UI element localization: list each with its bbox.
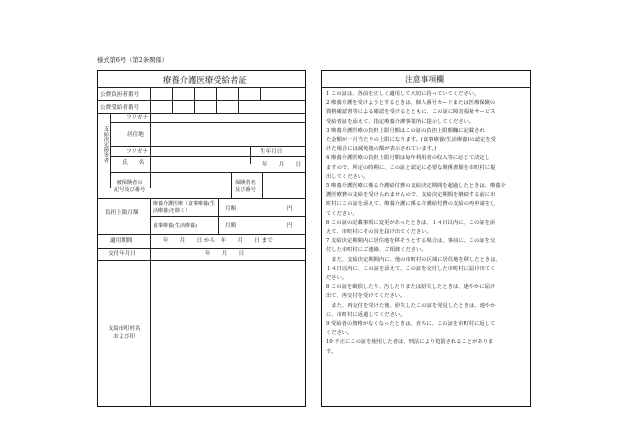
limit-row1-unit: 円	[287, 206, 293, 212]
certificate-title: 療養介護医療受給者証	[163, 75, 247, 85]
note-line: 7 支給決定期間内に居住地を移そうとする場合は、事前に、この証を交	[326, 238, 496, 245]
note-line: ますので、所定の時期に、この証と認定に必要な関係書類を市町村に提	[326, 164, 496, 171]
note-line: 4 療養介護医療の負担上限月額は毎年利用者の収入等に応じて決定し	[326, 155, 490, 162]
period-value: 年 月 日 から 年 月 日 まで	[163, 238, 273, 244]
note-line: に、市町村に返還してください。	[326, 311, 406, 318]
name-label: 氏 名	[122, 160, 145, 166]
insurer-label: 保険者名 及び番号	[235, 180, 256, 193]
limit-label: 負担上限月額	[105, 210, 139, 216]
note-line: す。	[326, 348, 337, 355]
note-line: 資格確認書等による確認を受けるとともに、この証に障害福祉サービス	[326, 109, 496, 116]
limit-row2-unit: 円	[287, 223, 293, 229]
note-line: 5 療養介護医療に係る介護給付費の支給決定期間を超過したときは、療養介	[326, 183, 506, 189]
note-line: けた場合には減免後の額が表示されています。)	[326, 146, 437, 153]
limit-row2-value: 月額	[225, 223, 237, 229]
limit-row1-label: 療養介護医療（食事療養(生活療養)を除く）	[153, 201, 215, 214]
note-line: 出て、再交付を受けてください。	[326, 293, 406, 300]
period-label: 適用期間	[110, 238, 133, 244]
form-number: 様式第6号（第2条関係）	[97, 57, 168, 64]
limit-row2-label: 食事療養(生活療養)	[153, 223, 197, 229]
note-line: また、再交付を受けた後、紛失したこの証を発見したときは、速やか	[326, 302, 496, 309]
note-line: てください。	[326, 210, 358, 217]
furigana-label-2: フリガナ	[126, 149, 149, 155]
issue-value: 年 月 日	[205, 251, 245, 257]
public-recipient-no-label: 公費受給者番号	[100, 105, 140, 111]
furigana-label-1: フリガナ	[126, 115, 149, 121]
side-label-vertical: 支給決定障害者	[103, 126, 109, 163]
note-line: 2 療養介護を受けようとするときは、個人番号カードまたは医療保険の	[326, 100, 496, 107]
note-line: 出してください。	[326, 173, 369, 180]
note-line: 1 この証は、各前を正しく適用して大切に持っていてください。	[326, 91, 480, 97]
limit-row1-value: 月額	[225, 206, 237, 212]
birthdate-label: 生年月日	[260, 149, 283, 155]
note-line: ください。	[326, 330, 353, 337]
note-line: えて、市町村にその旨を届け出てください。	[326, 229, 432, 235]
issue-label: 交付年月日	[108, 251, 136, 257]
note-line: 受給者証を添えて、指定療養介護事業所に提示してください。	[326, 118, 475, 125]
note-line: 3 療養介護医療の負担上限月額はこの証の負担上限額欄に記載され	[326, 127, 485, 134]
public-payer-no-label: 公費負担者番号	[100, 92, 140, 98]
name-date: 年 月 日	[262, 162, 302, 168]
guardian-label: 被保険者の 記号及び番号	[114, 180, 146, 193]
note-line: 町村にこの証を添えて、療養介護に係る介護給付費の支給の再申請をし	[326, 201, 496, 208]
note-line: 9 受給者の資格がなくなったときは、直ちに、この証を市町村に返して	[326, 321, 496, 327]
note-line: た金額が一月当たりの上限になります。(食事療養(生活療養)の認定を受	[326, 137, 496, 143]
notes-title: 注意事項欄	[405, 75, 444, 84]
municipality-label: 支給市町村名 および印	[108, 326, 141, 340]
note-line: 8 この証を破損したり、汚したりまたは紛失したときは、速やかに届け	[326, 284, 496, 291]
note-line: 付した市町村にご連絡、ご相談ください。	[326, 247, 427, 254]
note-line: ださい。	[326, 275, 348, 281]
note-line: 6 この証の記載事項に変更があったときは、１４日以内に、この証を添	[326, 219, 496, 226]
note-line: また、支給決定期間内に、他の市町村の区域に居住地を移したときは、	[326, 256, 501, 263]
note-line: １４日以内に、この証を添えて、この証を交付した市町村に届け出てく	[326, 265, 496, 272]
note-line: 護医療費の支給を受けられませんので、支給決定期間を継続する前に市	[326, 192, 496, 199]
note-line: 10 不正にこの証を使用した者は、刑法により処罰されることがありま	[326, 339, 494, 346]
residence-label: 居住地	[127, 132, 144, 138]
